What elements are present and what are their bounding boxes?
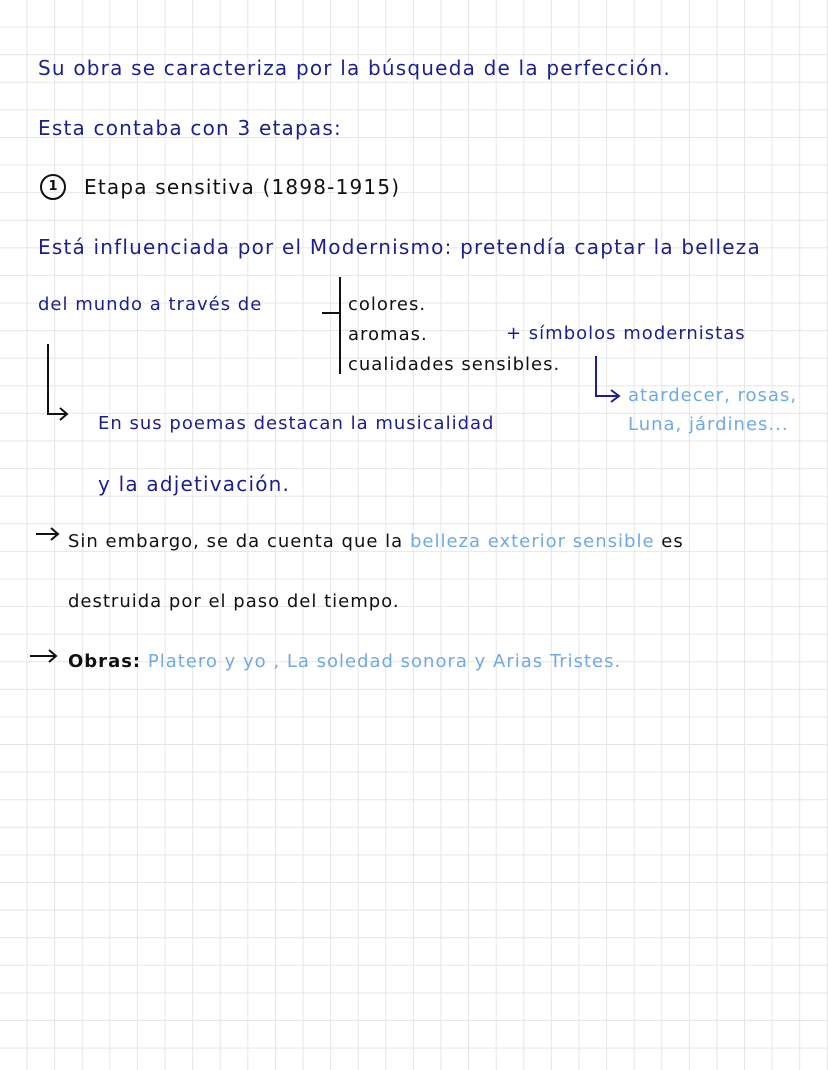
stage-title: Etapa sensitiva (1898-1915) [84, 175, 401, 199]
works-line [68, 650, 621, 674]
list-item-cualidades: cualidades sensibles. [348, 354, 561, 375]
modernist-symbols-label: + símbolos modernistas [506, 323, 746, 344]
symbols-arrow-icon [596, 356, 618, 396]
however-sentence [68, 530, 684, 554]
however-prefix: Sin embargo, se da cuenta que la [68, 531, 404, 552]
intro-sentence: Su obra se caracteriza por la búsqueda de la perfección. [38, 56, 671, 80]
however-suffix: es [661, 531, 684, 552]
list-item-colores: colores. [348, 294, 427, 315]
works-list: Platero y yo , La soledad sonora y Arias Tristes. [147, 651, 622, 672]
list-item-aromas: aromas. [348, 324, 428, 345]
poems-line1: En sus poemas destacan la musicalidad [98, 413, 495, 434]
works-label: Obras: [68, 651, 142, 672]
however-line2: destruida por el paso del tiempo. [68, 591, 400, 612]
poems-line2: y la adjetivación. [98, 472, 291, 496]
symbols-examples-line1: atardecer, rosas, [628, 385, 798, 406]
symbols-examples-line2: Luna, járdines... [628, 414, 789, 435]
down-right-arrow-icon [48, 344, 66, 414]
highlighted-phrase: belleza exterior sensible [409, 531, 655, 552]
world-through: del mundo a través de [38, 294, 263, 315]
stages-intro: Esta contaba con 3 etapas: [38, 116, 342, 140]
stage-number-badge: 1 [40, 174, 66, 200]
modernism-sentence: Está influenciada por el Modernismo: pretendía captar la belleza [38, 235, 761, 259]
